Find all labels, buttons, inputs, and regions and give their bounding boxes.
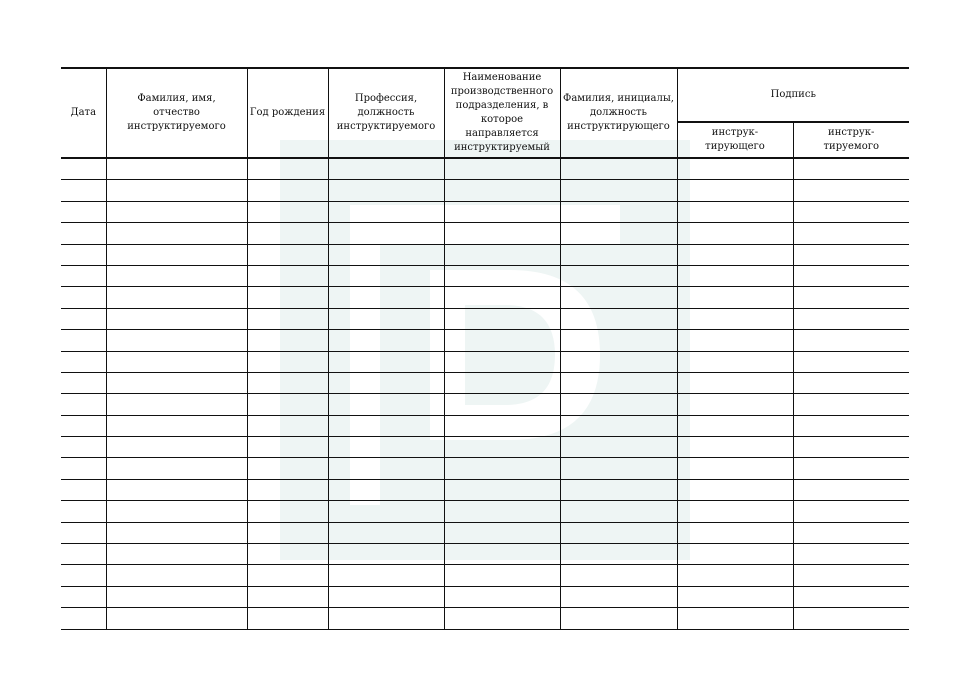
cell-birth-year[interactable] <box>247 437 328 458</box>
cell-birth-year[interactable] <box>247 158 328 180</box>
header-division: Наименование производственного подразделения, в которое направляется инструктируемый <box>444 68 560 158</box>
cell-full-name[interactable] <box>106 308 247 329</box>
cell-full-name[interactable] <box>106 244 247 265</box>
header-sign-instructed-line1: инструк- <box>828 127 875 138</box>
cell-sign-instructor[interactable] <box>677 244 793 265</box>
cell-birth-year[interactable] <box>247 522 328 543</box>
cell-birth-year[interactable] <box>247 308 328 329</box>
cell-sign-instructor[interactable] <box>677 158 793 180</box>
cell-full-name[interactable] <box>106 458 247 479</box>
cell-sign-instructor[interactable] <box>677 180 793 201</box>
header-instructor: Фамилия, инициалы, должность инструктирующего <box>560 68 677 158</box>
cell-date[interactable] <box>61 308 106 329</box>
cell-date[interactable] <box>61 223 106 244</box>
header-birth-year: Год рождения <box>247 68 328 158</box>
cell-full-name[interactable] <box>106 501 247 522</box>
header-profession: Профессия, должность инструктируемого <box>328 68 444 158</box>
table-row <box>61 522 909 543</box>
cell-birth-year[interactable] <box>247 586 328 607</box>
cell-full-name[interactable] <box>106 351 247 372</box>
cell-date[interactable] <box>61 372 106 393</box>
table-row <box>61 308 909 329</box>
cell-sign-instructor[interactable] <box>677 479 793 500</box>
cell-profession[interactable] <box>328 479 444 500</box>
cell-instructor[interactable] <box>560 565 677 586</box>
table-row <box>61 608 909 629</box>
cell-full-name[interactable] <box>106 287 247 308</box>
cell-sign-instructor[interactable] <box>677 586 793 607</box>
cell-instructor[interactable] <box>560 158 677 180</box>
cell-date[interactable] <box>61 522 106 543</box>
cell-birth-year[interactable] <box>247 501 328 522</box>
table-row <box>61 265 909 286</box>
cell-sign-instructed[interactable] <box>793 608 909 629</box>
cell-sign-instructed[interactable] <box>793 265 909 286</box>
cell-full-name[interactable] <box>106 437 247 458</box>
cell-date[interactable] <box>61 265 106 286</box>
cell-sign-instructor[interactable] <box>677 223 793 244</box>
cell-instructor[interactable] <box>560 501 677 522</box>
cell-full-name[interactable] <box>106 180 247 201</box>
table-row <box>61 201 909 222</box>
header-sign-instructor-line1: инструк- <box>711 127 759 138</box>
cell-sign-instructor[interactable] <box>677 287 793 308</box>
cell-sign-instructed[interactable] <box>793 544 909 565</box>
cell-profession[interactable] <box>328 458 444 479</box>
table-row <box>61 158 909 180</box>
table-row <box>61 330 909 351</box>
cell-division[interactable] <box>444 201 560 222</box>
cell-sign-instructed[interactable] <box>793 244 909 265</box>
cell-date[interactable] <box>61 201 106 222</box>
cell-sign-instructed[interactable] <box>793 330 909 351</box>
header-sign-instructor-line2: тирующего <box>705 141 765 152</box>
cell-division[interactable] <box>444 458 560 479</box>
cell-full-name[interactable] <box>106 372 247 393</box>
cell-instructor[interactable] <box>560 586 677 607</box>
cell-profession[interactable] <box>328 608 444 629</box>
cell-instructor[interactable] <box>560 265 677 286</box>
table-row <box>61 372 909 393</box>
cell-sign-instructor[interactable] <box>677 308 793 329</box>
table-row <box>61 415 909 436</box>
cell-birth-year[interactable] <box>247 394 328 415</box>
cell-full-name[interactable] <box>106 158 247 180</box>
cell-sign-instructor[interactable] <box>677 608 793 629</box>
cell-instructor[interactable] <box>560 394 677 415</box>
cell-date[interactable] <box>61 586 106 607</box>
cell-sign-instructed[interactable] <box>793 415 909 436</box>
cell-sign-instructor[interactable] <box>677 351 793 372</box>
cell-birth-year[interactable] <box>247 372 328 393</box>
cell-birth-year[interactable] <box>247 287 328 308</box>
table-row <box>61 458 909 479</box>
cell-division[interactable] <box>444 479 560 500</box>
header-full-name: Фамилия, имя, отчество инструктируемого <box>106 68 247 158</box>
cell-date[interactable] <box>61 415 106 436</box>
cell-profession[interactable] <box>328 287 444 308</box>
journal-body <box>61 158 909 629</box>
cell-instructor[interactable] <box>560 180 677 201</box>
cell-date[interactable] <box>61 544 106 565</box>
cell-full-name[interactable] <box>106 265 247 286</box>
cell-division[interactable] <box>444 501 560 522</box>
cell-instructor[interactable] <box>560 479 677 500</box>
cell-division[interactable] <box>444 265 560 286</box>
cell-sign-instructed[interactable] <box>793 586 909 607</box>
cell-sign-instructor[interactable] <box>677 394 793 415</box>
cell-birth-year[interactable] <box>247 244 328 265</box>
cell-profession[interactable] <box>328 437 444 458</box>
cell-sign-instructed[interactable] <box>793 437 909 458</box>
cell-date[interactable] <box>61 608 106 629</box>
cell-division[interactable] <box>444 544 560 565</box>
table-row <box>61 565 909 586</box>
cell-instructor[interactable] <box>560 330 677 351</box>
cell-profession[interactable] <box>328 501 444 522</box>
cell-profession[interactable] <box>328 180 444 201</box>
cell-instructor[interactable] <box>560 287 677 308</box>
cell-division[interactable] <box>444 522 560 543</box>
cell-full-name[interactable] <box>106 394 247 415</box>
cell-birth-year[interactable] <box>247 330 328 351</box>
cell-division[interactable] <box>444 415 560 436</box>
cell-sign-instructor[interactable] <box>677 437 793 458</box>
cell-birth-year[interactable] <box>247 608 328 629</box>
cell-date[interactable] <box>61 458 106 479</box>
cell-sign-instructed[interactable] <box>793 501 909 522</box>
cell-full-name[interactable] <box>106 330 247 351</box>
cell-profession[interactable] <box>328 265 444 286</box>
cell-division[interactable] <box>444 158 560 180</box>
header-signature: Подпись <box>677 68 909 122</box>
cell-birth-year[interactable] <box>247 458 328 479</box>
cell-sign-instructor[interactable] <box>677 565 793 586</box>
table-row <box>61 351 909 372</box>
cell-date[interactable] <box>61 158 106 180</box>
cell-full-name[interactable] <box>106 201 247 222</box>
cell-sign-instructed[interactable] <box>793 287 909 308</box>
cell-profession[interactable] <box>328 158 444 180</box>
cell-division[interactable] <box>444 586 560 607</box>
cell-division[interactable] <box>444 394 560 415</box>
cell-division[interactable] <box>444 308 560 329</box>
table-row <box>61 287 909 308</box>
cell-instructor[interactable] <box>560 458 677 479</box>
table-row <box>61 223 909 244</box>
cell-full-name[interactable] <box>106 415 247 436</box>
cell-profession[interactable] <box>328 394 444 415</box>
header-sign-instructor <box>677 122 793 158</box>
table-row <box>61 479 909 500</box>
cell-full-name[interactable] <box>106 522 247 543</box>
cell-birth-year[interactable] <box>247 265 328 286</box>
cell-sign-instructor[interactable] <box>677 415 793 436</box>
cell-sign-instructed[interactable] <box>793 158 909 180</box>
cell-sign-instructed[interactable] <box>793 351 909 372</box>
cell-sign-instructor[interactable] <box>677 501 793 522</box>
cell-sign-instructed[interactable] <box>793 223 909 244</box>
cell-date[interactable] <box>61 330 106 351</box>
table-row <box>61 244 909 265</box>
cell-profession[interactable] <box>328 544 444 565</box>
cell-sign-instructed[interactable] <box>793 308 909 329</box>
table-row <box>61 544 909 565</box>
cell-sign-instructed[interactable] <box>793 201 909 222</box>
cell-profession[interactable] <box>328 308 444 329</box>
cell-instructor[interactable] <box>560 522 677 543</box>
cell-date[interactable] <box>61 565 106 586</box>
cell-division[interactable] <box>444 223 560 244</box>
cell-instructor[interactable] <box>560 308 677 329</box>
cell-instructor[interactable] <box>560 244 677 265</box>
cell-birth-year[interactable] <box>247 180 328 201</box>
cell-birth-year[interactable] <box>247 415 328 436</box>
cell-profession[interactable] <box>328 586 444 607</box>
cell-profession[interactable] <box>328 372 444 393</box>
cell-profession[interactable] <box>328 244 444 265</box>
cell-sign-instructor[interactable] <box>677 201 793 222</box>
cell-sign-instructed[interactable] <box>793 565 909 586</box>
cell-full-name[interactable] <box>106 608 247 629</box>
cell-sign-instructed[interactable] <box>793 394 909 415</box>
header-sign-instructed-line2: тируемого <box>823 141 879 152</box>
cell-division[interactable] <box>444 244 560 265</box>
cell-profession[interactable] <box>328 330 444 351</box>
cell-division[interactable] <box>444 351 560 372</box>
cell-profession[interactable] <box>328 351 444 372</box>
cell-full-name[interactable] <box>106 565 247 586</box>
cell-date[interactable] <box>61 180 106 201</box>
cell-division[interactable] <box>444 372 560 393</box>
cell-instructor[interactable] <box>560 201 677 222</box>
table-row <box>61 180 909 201</box>
cell-division[interactable] <box>444 287 560 308</box>
cell-sign-instructor[interactable] <box>677 522 793 543</box>
cell-sign-instructed[interactable] <box>793 522 909 543</box>
header-date: Дата <box>61 68 106 158</box>
cell-sign-instructor[interactable] <box>677 372 793 393</box>
cell-date[interactable] <box>61 394 106 415</box>
cell-division[interactable] <box>444 437 560 458</box>
cell-instructor[interactable] <box>560 415 677 436</box>
cell-date[interactable] <box>61 437 106 458</box>
cell-sign-instructed[interactable] <box>793 479 909 500</box>
cell-full-name[interactable] <box>106 586 247 607</box>
cell-profession[interactable] <box>328 201 444 222</box>
cell-division[interactable] <box>444 565 560 586</box>
cell-sign-instructor[interactable] <box>677 458 793 479</box>
cell-sign-instructor[interactable] <box>677 544 793 565</box>
header-sign-instructed <box>793 122 909 158</box>
cell-full-name[interactable] <box>106 479 247 500</box>
cell-sign-instructed[interactable] <box>793 372 909 393</box>
cell-birth-year[interactable] <box>247 544 328 565</box>
cell-sign-instructor[interactable] <box>677 265 793 286</box>
cell-profession[interactable] <box>328 522 444 543</box>
table-row <box>61 394 909 415</box>
cell-instructor[interactable] <box>560 437 677 458</box>
cell-birth-year[interactable] <box>247 201 328 222</box>
table-row <box>61 501 909 522</box>
cell-birth-year[interactable] <box>247 223 328 244</box>
cell-instructor[interactable] <box>560 351 677 372</box>
cell-date[interactable] <box>61 287 106 308</box>
cell-profession[interactable] <box>328 415 444 436</box>
table-row <box>61 437 909 458</box>
cell-sign-instructed[interactable] <box>793 458 909 479</box>
cell-birth-year[interactable] <box>247 565 328 586</box>
cell-division[interactable] <box>444 608 560 629</box>
cell-division[interactable] <box>444 330 560 351</box>
cell-division[interactable] <box>444 180 560 201</box>
cell-sign-instructor[interactable] <box>677 330 793 351</box>
cell-full-name[interactable] <box>106 544 247 565</box>
briefing-journal-table <box>61 67 909 630</box>
cell-date[interactable] <box>61 501 106 522</box>
cell-sign-instructed[interactable] <box>793 180 909 201</box>
cell-date[interactable] <box>61 479 106 500</box>
cell-birth-year[interactable] <box>247 351 328 372</box>
cell-profession[interactable] <box>328 223 444 244</box>
cell-instructor[interactable] <box>560 372 677 393</box>
table-row <box>61 586 909 607</box>
cell-full-name[interactable] <box>106 223 247 244</box>
cell-date[interactable] <box>61 351 106 372</box>
cell-profession[interactable] <box>328 565 444 586</box>
cell-birth-year[interactable] <box>247 479 328 500</box>
cell-date[interactable] <box>61 244 106 265</box>
cell-instructor[interactable] <box>560 608 677 629</box>
cell-instructor[interactable] <box>560 544 677 565</box>
cell-instructor[interactable] <box>560 223 677 244</box>
